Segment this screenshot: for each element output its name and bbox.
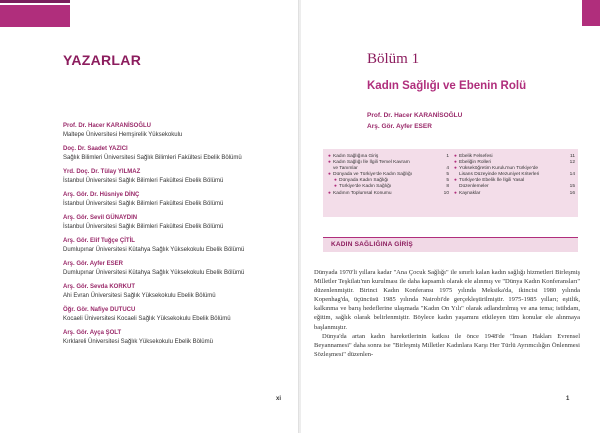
- contents-entry-text: ve Tanımlar: [333, 166, 358, 172]
- author-affiliation: Kırklareli Üniversitesi Sağlık Yüksekokulu Ebelik Bölümü: [63, 338, 213, 345]
- author-name: Arş. Gör. Ayça ŞOLT: [63, 330, 122, 336]
- author-affiliation: Ahi Evran Üniversitesi Sağlık Yüksekokulu Ebelik Bölümü: [63, 292, 216, 299]
- contents-entry: [453, 191, 575, 197]
- contents-entry-text: Yükseköğretim Kurulu'nun Türkiye'de: [459, 166, 539, 172]
- contents-entry-page: 10: [443, 190, 449, 196]
- author-affiliation: Dumlupınar Üniversitesi Kütahya Sağlık Yüksekokulu Ebelik Bölümü: [63, 269, 245, 276]
- author-name: Arş. Gör. Sevil GÜNAYDIN: [63, 215, 138, 221]
- contents-entry-page: 11: [570, 154, 575, 159]
- contents-entry-text: Düzenlemeler: [459, 184, 489, 190]
- author-entry: [63, 214, 293, 231]
- bullet-icon: ●: [328, 160, 331, 166]
- contents-entry-text: Kaynaklar: [459, 190, 481, 196]
- author-entry: [63, 122, 293, 139]
- author-entry: [63, 145, 293, 162]
- contents-entry-text: Kadının Toplumsal Konumu: [333, 190, 392, 196]
- author-affiliation: Maltepe Üniversitesi Hemşirelik Yüksekokulu: [63, 131, 183, 138]
- contents-entry-page: 4: [446, 166, 449, 172]
- contents-entry-page: 12: [569, 160, 575, 166]
- contents-entry-text: Türkiye'de Ebelik İle İlgili Yasal: [459, 178, 525, 184]
- chapter-contents: [323, 149, 578, 217]
- author-affiliation: İstanbul Üniversitesi Sağlık Bilimleri Fakültesi Ebelik Bölümü: [63, 200, 224, 207]
- contents-column: [453, 154, 575, 197]
- author-affiliation: Dumlupınar Üniversitesi Kütahya Sağlık Yüksekokulu Ebelik Bölümü: [63, 246, 245, 253]
- author-entry: [63, 329, 293, 346]
- author-affiliation: İstanbul Üniversitesi Sağlık Bilimleri Fakültesi Ebelik Bölümü: [63, 177, 224, 184]
- bullet-icon: ●: [454, 160, 457, 166]
- bullet-icon: ●: [454, 166, 457, 172]
- author-entry: [63, 237, 293, 254]
- author-name: Doç. Dr. Saadet YAZICI: [63, 146, 128, 152]
- author-name: Öğr. Gör. Nafiye DUTUCU: [63, 307, 136, 313]
- contents-entry-text: Ebeliğin Rolleri: [459, 160, 491, 166]
- section-heading-box: [323, 237, 578, 252]
- author-entry: [63, 306, 293, 323]
- bullet-icon: ●: [454, 154, 457, 159]
- page-number: xi: [276, 396, 282, 402]
- author-affiliation: Sağlık Bilimleri Üniversitesi Sağlık Bilimleri Fakültesi Ebelik Bölümü: [63, 154, 242, 161]
- contents-entry-page: 14: [569, 172, 575, 178]
- chapter-author: Arş. Gör. Ayfer ESER: [367, 123, 432, 130]
- bullet-icon: ●: [328, 154, 331, 159]
- author-name: Arş. Gör. Ayfer ESER: [63, 261, 123, 267]
- contents-entry-page: 5: [446, 172, 449, 178]
- decorative-bar-thick: [582, 0, 600, 26]
- chapter-author: Prof. Dr. Hacer KARANİSOĞLU: [367, 112, 463, 119]
- contents-entry-text: Türkiye'de Kadın Sağlığı: [339, 184, 392, 190]
- bullet-icon: ●: [454, 178, 457, 184]
- author-affiliation: İstanbul Üniversitesi Sağlık Bilimleri Fakültesi Ebelik Bölümü: [63, 223, 224, 230]
- contents-entry-page: 5: [446, 178, 449, 184]
- author-name: Arş. Gör. Elif Tuğçe ÇİTİL: [63, 238, 135, 244]
- contents-entry-text: Dünyada Kadın Sağlığı: [339, 178, 389, 184]
- author-entry: [63, 283, 293, 300]
- left-page: [0, 0, 299, 433]
- bullet-icon: ●: [454, 190, 457, 196]
- body-text: [314, 268, 580, 359]
- author-affiliation: Kocaeli Üniversitesi Kocaeli Sağlık Yüksekokulu Ebelik Bölümü: [63, 315, 231, 322]
- author-list: [63, 122, 293, 352]
- contents-entry-text: Ebelik Felsefesi: [459, 154, 493, 159]
- section-heading: KADIN SAĞLIĞINA GİRİŞ: [331, 241, 413, 248]
- author-name: Arş. Gör. Sevda KORKUT: [63, 284, 136, 290]
- contents-entry-text: Kadın Sağlığı İle İlgili Temel Kavram: [333, 160, 410, 166]
- author-name: Yrd. Doç. Dr. Tülay YILMAZ: [63, 169, 141, 175]
- contents-entry-text: Kadın Sağlığına Giriş: [333, 154, 379, 159]
- contents-entry-page: 8: [446, 184, 449, 190]
- decorative-bar-thick: [0, 5, 70, 27]
- author-entry: [63, 191, 293, 208]
- contents-entry-page: 16: [569, 190, 575, 196]
- bullet-icon: ●: [328, 172, 331, 178]
- paragraph: Dünya'da artan kadın hareketlerinin katkısı ile önce 1948'de "İnsan Hakları Evrensel Beyannamesi" daha sonra ise "Birleşmiş Milletler Kadınlara Karşı Her Türlü Ayrımcılığın Önlenmesi Sözleşmesi" düzenlen-: [314, 332, 580, 358]
- bullet-icon: ●: [334, 178, 337, 184]
- page-title: YAZARLAR: [63, 52, 142, 68]
- contents-entry: [327, 191, 449, 197]
- bullet-icon: ●: [334, 184, 337, 190]
- chapter-label: Bölüm 1: [367, 51, 420, 67]
- decorative-bar-thin: [0, 0, 70, 3]
- author-name: Arş. Gör. Dr. Hüsniye DİNÇ: [63, 192, 140, 198]
- page-number: 1: [566, 396, 570, 402]
- contents-column: [327, 154, 449, 197]
- chapter-title: Kadın Sağlığı ve Ebenin Rolü: [367, 80, 527, 92]
- author-entry: [63, 168, 293, 185]
- contents-entry-page: 1: [446, 154, 449, 159]
- bullet-icon: ●: [328, 190, 331, 196]
- author-name: Prof. Dr. Hacer KARANİSOĞLU: [63, 123, 152, 129]
- contents-entry-text: Dünyada ve Türkiye'de Kadın Sağlığı: [333, 172, 412, 178]
- contents-entry-text: Lisans Düzeyinde Mezuniyet Kriterleri: [459, 172, 540, 178]
- paragraph: Dünyada 1970'li yıllara kadar "Ana Çocuk Sağlığı" ile sınırlı kalan kadın sağlığı hizmetleri Birleşmiş Milletler Teşkilatı'nın kurulması ile daha kapsamlı olarak ele alınmış ve "Dünya Kadın Konferansları" düzenlenmiştir. Birinci Kadın Konferansı 1975 yılında Meksika'da, ikincisi 1980 yılında Kopenhag'da, üçüncüsü 1985 yılında Nairobi'de gerçekleştirilmiştir. 1975-1985 yılları; eşitlik, kalkınma ve barış hedeflerine ulaşmada "Kadın On Yılı" olarak adlandırılmış ve ana tema; istihdam, eğitim, sağlık olarak belirlenmiştir. Böylece kadın yaşamını etkileyen tüm konular ele alınmaya başlanmıştır.: [314, 269, 580, 331]
- author-entry: [63, 260, 293, 277]
- contents-entry-page: 15: [569, 184, 575, 190]
- decorative-bar: [0, 0, 70, 34]
